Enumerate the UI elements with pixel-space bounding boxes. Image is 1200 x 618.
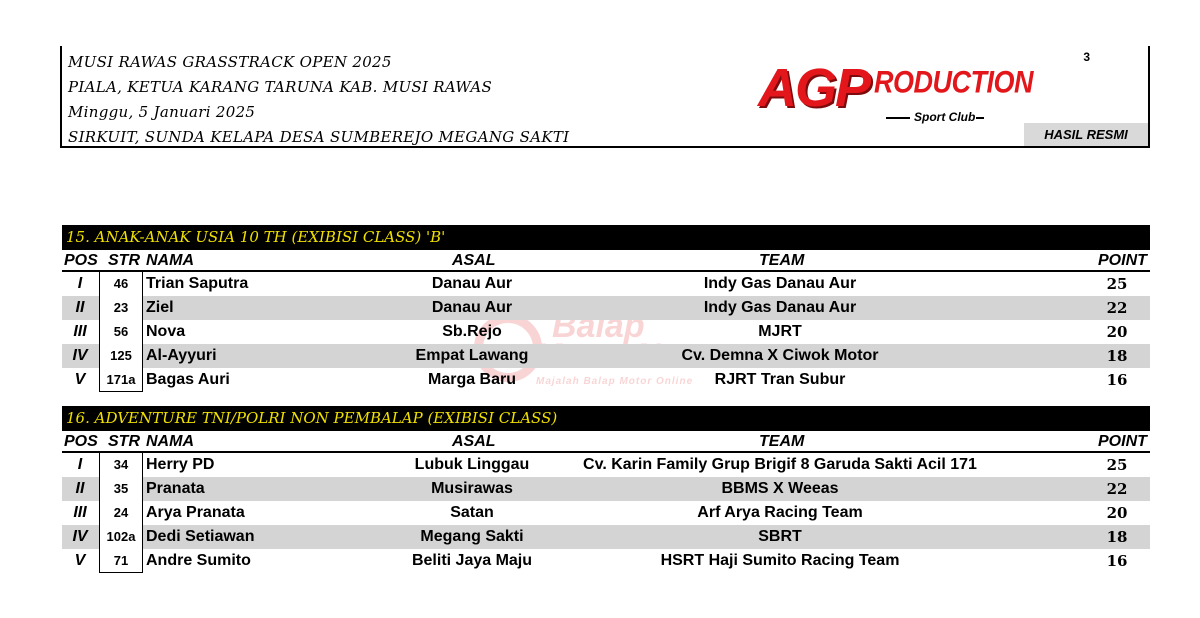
col-team: TEAM (759, 433, 805, 450)
row-team: Arf Arya Racing Team (697, 504, 863, 521)
row-nama: Trian Saputra (146, 275, 249, 292)
row-point: 22 (1106, 480, 1128, 498)
row-nama: Ziel (146, 299, 174, 316)
row-pos: IV (72, 528, 88, 545)
row-point: 25 (1106, 456, 1128, 474)
row-pos: II (75, 480, 85, 497)
result-row (62, 549, 1150, 573)
row-str: 56 (99, 320, 143, 344)
event-name: MUSI RAWAS GRASSTRACK OPEN 2025 (68, 53, 392, 71)
results-rows (62, 453, 1150, 573)
row-team: BBMS X Weeas (721, 480, 839, 497)
row-str: 125 (99, 344, 143, 368)
col-asal: ASAL (452, 252, 496, 269)
row-asal: Sb.Rejo (442, 323, 502, 340)
logo-roduction-text: RODUCTION (874, 65, 1033, 100)
row-pos: I (77, 456, 83, 473)
col-point: POINT (1098, 433, 1147, 450)
result-row (62, 501, 1150, 525)
logo-sport-club-text: Sport Club (914, 110, 976, 124)
row-pos: II (75, 299, 85, 316)
row-nama: Al-Ayyuri (146, 347, 217, 364)
row-asal: Musirawas (431, 480, 513, 497)
row-point: 18 (1106, 347, 1128, 365)
row-asal: Satan (450, 504, 494, 521)
row-asal: Danau Aur (431, 275, 513, 292)
row-str: 46 (99, 272, 143, 296)
row-nama: Dedi Setiawan (146, 528, 255, 545)
logo-sport-club (886, 110, 980, 124)
agp-production-logo (758, 58, 1033, 130)
row-team: Indy Gas Danau Aur (703, 275, 857, 292)
results-header (60, 46, 1150, 148)
row-asal: Lubuk Linggau (414, 456, 530, 473)
row-asal: Megang Sakti (420, 528, 524, 545)
event-info (68, 50, 569, 150)
row-str: 102a (99, 525, 143, 549)
event-trophy: PIALA, KETUA KARANG TARUNA KAB. MUSI RAWAS (68, 78, 493, 96)
col-nama: NAMA (146, 433, 194, 450)
row-str: 35 (99, 477, 143, 501)
col-str: STR (108, 252, 140, 269)
row-pos: V (74, 552, 86, 569)
row-team: SBRT (758, 528, 802, 545)
result-row (62, 272, 1150, 296)
row-team: Indy Gas Danau Aur (703, 299, 857, 316)
row-point: 16 (1106, 371, 1128, 389)
row-pos: V (74, 371, 86, 388)
logo-rule-right (976, 117, 984, 119)
row-pos: III (73, 504, 87, 521)
logo-agp-text: AGP (758, 58, 870, 118)
row-point: 20 (1106, 504, 1128, 522)
row-str: 71 (99, 549, 143, 573)
row-str: 171a (99, 368, 143, 392)
col-pos: POS (64, 252, 98, 269)
result-row (62, 525, 1150, 549)
row-team: Cv. Demna X Ciwok Motor (681, 347, 879, 364)
official-results-badge: HASIL RESMI (1024, 123, 1148, 146)
results-rows (62, 272, 1150, 392)
column-header-row (62, 250, 1150, 272)
row-team: MJRT (758, 323, 802, 340)
page-number: 3 (1083, 50, 1090, 64)
event-venue: SIRKUIT, SUNDA KELAPA DESA SUMBEREJO MEGANG SAKTI (68, 128, 570, 146)
event-date: Minggu, 5 Januari 2025 (68, 103, 256, 121)
col-asal: ASAL (452, 433, 496, 450)
col-pos: POS (64, 433, 98, 450)
row-point: 16 (1106, 552, 1128, 570)
row-team: Cv. Karin Family Grup Brigif 8 Garuda Sakti Acil 171 (583, 456, 977, 473)
result-row (62, 477, 1150, 501)
row-pos: III (73, 323, 87, 340)
row-nama: Arya Pranata (146, 504, 245, 521)
class-section (62, 406, 1150, 573)
row-nama: Bagas Auri (146, 371, 230, 388)
row-point: 18 (1106, 528, 1128, 546)
row-asal: Beliti Jaya Maju (411, 552, 533, 569)
class-section (62, 225, 1150, 392)
result-row (62, 453, 1150, 477)
result-row (62, 296, 1150, 320)
row-point: 20 (1106, 323, 1128, 341)
column-header-row (62, 431, 1150, 453)
row-str: 23 (99, 296, 143, 320)
result-row (62, 368, 1150, 392)
row-pos: IV (72, 347, 88, 364)
result-row (62, 320, 1150, 344)
row-point: 25 (1106, 275, 1128, 293)
watermark-tagline: Majalah Balap Motor Online (536, 376, 694, 387)
row-pos: I (77, 275, 83, 292)
row-team: HSRT Haji Sumito Racing Team (660, 552, 900, 569)
row-nama: Andre Sumito (146, 552, 251, 569)
row-asal: Marga Baru (427, 371, 517, 388)
class-title: 15. ANAK-ANAK USIA 10 TH (EXIBISI CLASS) 'B' (62, 225, 1150, 250)
row-team: RJRT Tran Subur (714, 371, 846, 388)
result-row (62, 344, 1150, 368)
row-nama: Pranata (146, 480, 205, 497)
row-nama: Nova (146, 323, 186, 340)
col-team: TEAM (759, 252, 805, 269)
watermark-line1: Balap (552, 307, 645, 345)
row-str: 34 (99, 453, 143, 477)
class-title: 16. ADVENTURE TNI/POLRI NON PEMBALAP (EXIBISI CLASS) (62, 406, 1150, 431)
col-nama: NAMA (146, 252, 194, 269)
row-point: 22 (1106, 299, 1128, 317)
row-asal: Danau Aur (431, 299, 513, 316)
row-str: 24 (99, 501, 143, 525)
col-str: STR (108, 433, 140, 450)
logo-rule-left (886, 117, 910, 119)
col-point: POINT (1098, 252, 1147, 269)
row-asal: Empat Lawang (415, 347, 529, 364)
row-nama: Herry PD (146, 456, 215, 473)
